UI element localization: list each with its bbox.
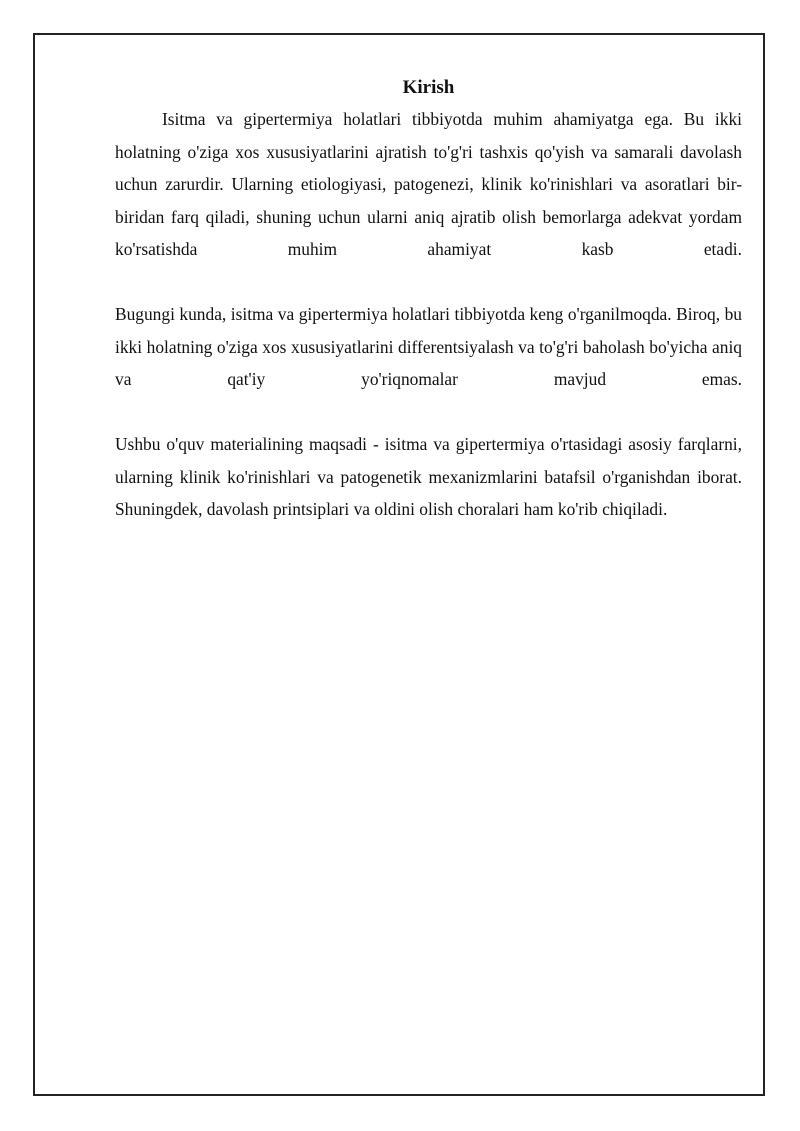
- document-body: [115, 74, 742, 558]
- paragraph-current-state: Bugungi kunda, isitma va gipertermiya holatlari tibbiyotda keng o'rganilmoqda. Biroq, bu ikki holatning o'ziga xos xususiyatlarini differentsiyalash va to'g'ri baholash bo'yicha aniq va qat'iy yo'riqnomalar mavjud emas.: [115, 304, 742, 389]
- paragraph-purpose: Ushbu o'quv materialining maqsadi - isitma va gipertermiya o'rtasidagi asosiy farqlarni, ularning klinik ko'rinishlari va patogenetik mexanizmlarini batafsil o'rganishdan iborat. Shuningdek, davolash printsiplari va oldini olish choralari ham ko'rib chiqiladi.: [115, 434, 742, 519]
- paragraph-intro: Isitma va gipertermiya holatlari tibbiyotda muhim ahamiyatga ega. Bu ikki holatning o'ziga xos xususiyatlarini ajratish to'g'ri tashxis qo'yish va samarali davolash uchun zarurdir. Ularning etiologiyasi, patogenezi, klinik ko'rinishlari va asoratlari bir-biridan farq qiladi, shuning uchun ularni aniq ajratib olish bemorlarga adekvat yordam ko'rsatishda muhim ahamiyat kasb etadi.: [115, 109, 742, 259]
- document-title: Kirish: [402, 77, 455, 98]
